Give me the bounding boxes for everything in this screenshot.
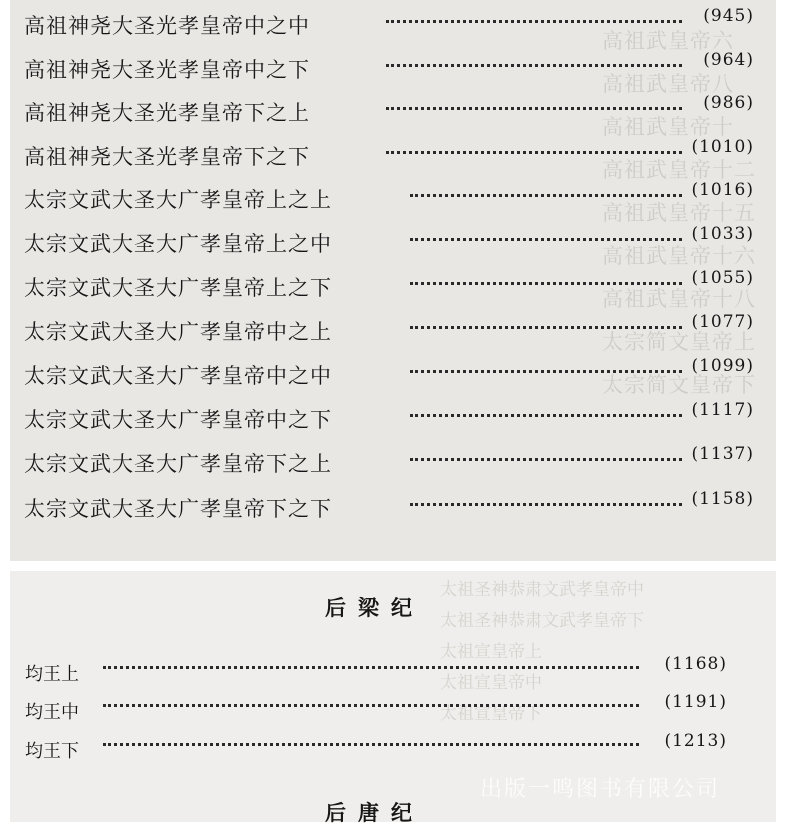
page-number: (1055) bbox=[691, 268, 754, 288]
dot-leader bbox=[410, 501, 682, 506]
dot-leader bbox=[103, 704, 639, 707]
toc-entry[interactable] bbox=[25, 650, 735, 690]
entry-title: 高祖神尧大圣光孝皇帝下之下 bbox=[24, 145, 310, 169]
toc-entry[interactable] bbox=[25, 727, 735, 767]
entry-title: 太宗文武大圣大广孝皇帝中之下 bbox=[24, 408, 332, 432]
page-number: (945) bbox=[703, 6, 754, 26]
section-title: 后唐纪 bbox=[325, 800, 424, 825]
entry-title: 太宗文武大圣大广孝皇帝上之上 bbox=[24, 188, 332, 212]
toc-entry[interactable] bbox=[24, 310, 760, 354]
toc-entry[interactable] bbox=[24, 487, 760, 531]
page-number: (1099) bbox=[691, 356, 754, 376]
page-number: (1213) bbox=[664, 731, 727, 751]
entry-title: 高祖神尧大圣光孝皇帝中之下 bbox=[24, 58, 310, 82]
page-number: (1137) bbox=[691, 444, 754, 464]
dot-leader bbox=[386, 62, 682, 67]
dot-leader bbox=[386, 105, 682, 110]
toc-entry[interactable] bbox=[24, 442, 760, 486]
page-number: (1191) bbox=[664, 692, 727, 712]
dot-leader bbox=[410, 324, 682, 329]
dot-leader bbox=[410, 236, 682, 241]
page-number: (1117) bbox=[691, 400, 754, 420]
dot-leader bbox=[410, 192, 682, 197]
section-title: 后梁纪 bbox=[325, 595, 424, 620]
watermark: 出版一鸣图书有限公司 bbox=[480, 777, 721, 802]
page-number: (986) bbox=[703, 93, 754, 113]
entry-title: 均王上 bbox=[25, 664, 79, 685]
entry-title: 太宗文武大圣大广孝皇帝下之下 bbox=[24, 497, 332, 521]
entry-title: 高祖神尧大圣光孝皇帝下之上 bbox=[24, 101, 310, 125]
page-number: (1016) bbox=[691, 180, 754, 200]
toc-entry[interactable] bbox=[24, 135, 760, 179]
entry-title: 太宗文武大圣大广孝皇帝上之下 bbox=[24, 276, 332, 300]
dot-leader bbox=[386, 18, 682, 23]
dot-leader bbox=[410, 456, 682, 461]
dot-leader bbox=[386, 149, 682, 154]
dot-leader bbox=[410, 412, 682, 417]
toc-entry[interactable] bbox=[24, 48, 760, 92]
toc-entry[interactable] bbox=[24, 91, 760, 135]
entry-title: 高祖神尧大圣光孝皇帝中之中 bbox=[24, 14, 310, 38]
dot-leader bbox=[410, 368, 682, 373]
toc-entry[interactable] bbox=[24, 398, 760, 442]
entry-title: 太宗文武大圣大广孝皇帝中之中 bbox=[24, 364, 332, 388]
page-number: (1168) bbox=[664, 654, 727, 674]
entry-title: 太宗文武大圣大广孝皇帝上之中 bbox=[24, 232, 332, 256]
show-through-text: 高祖武皇帝六 高祖武皇帝八 高祖武皇帝十 高祖武皇帝十二 高祖武皇帝十五 高祖武皇帝十六 高祖武皇帝十八 太宗简文皇帝上 太宗简文皇帝下 bbox=[602, 29, 756, 397]
show-through-text: 太祖圣神恭肃文武孝皇帝中 太祖圣神恭肃文武孝皇帝下 太祖宣皇帝上 太祖宣皇帝中 太祖宣皇帝下 bbox=[440, 580, 644, 724]
toc-entry[interactable] bbox=[24, 354, 760, 398]
page-number: (1033) bbox=[691, 224, 754, 244]
toc-entry[interactable] bbox=[24, 266, 760, 310]
toc-entry[interactable] bbox=[24, 222, 760, 266]
toc-entry[interactable] bbox=[24, 178, 760, 222]
toc-entry[interactable] bbox=[24, 4, 760, 48]
toc-entry[interactable] bbox=[25, 688, 735, 728]
entry-title: 太宗文武大圣大广孝皇帝下之上 bbox=[24, 452, 332, 476]
dot-leader bbox=[103, 666, 639, 669]
entry-title: 太宗文武大圣大广孝皇帝中之上 bbox=[24, 320, 332, 344]
page-number: (1158) bbox=[691, 489, 754, 509]
page-number: (1077) bbox=[691, 312, 754, 332]
entry-title: 均王下 bbox=[25, 741, 79, 762]
page-number: (1010) bbox=[691, 137, 754, 157]
entry-title: 均王中 bbox=[25, 702, 79, 723]
dot-leader bbox=[410, 280, 682, 285]
page-number: (964) bbox=[703, 50, 754, 70]
dot-leader bbox=[103, 743, 639, 746]
